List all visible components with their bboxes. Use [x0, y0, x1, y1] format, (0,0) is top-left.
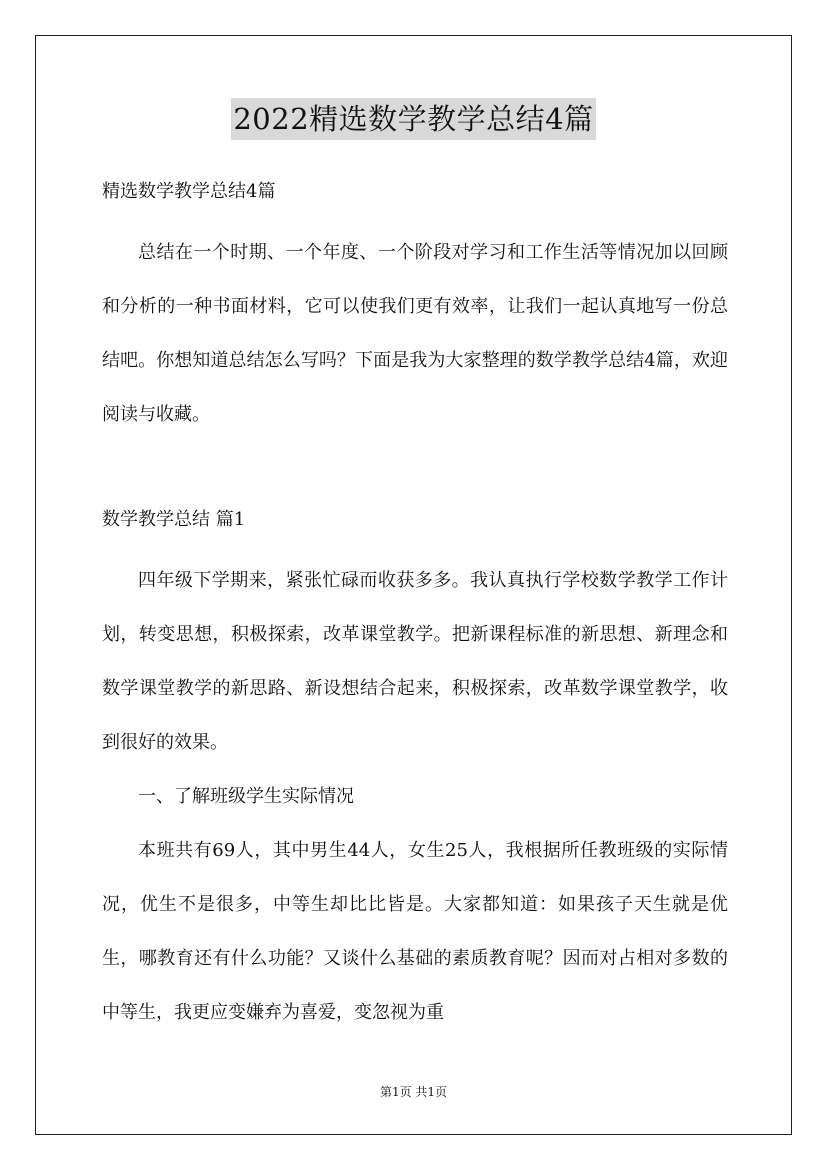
spacer — [102, 540, 728, 554]
spacer — [102, 442, 728, 500]
intro-paragraph: 总结在一个时期、一个年度、一个阶段对学习和工作生活等情况加以回顾和分析的一种书面材料，它可以使我们更有效率，让我们一起认真地写一份总结吧。你想知道总结怎么写吗？下面是我为大家整理的数学教学总结4篇，欢迎阅读与收藏。 — [102, 242, 728, 425]
spacer — [102, 212, 728, 226]
document-title: 2022精选数学教学总结4篇 — [231, 98, 595, 140]
page-footer: 第1页 共1页 — [379, 1085, 448, 1099]
section-paragraph: 本班共有69人，其中男生44人，女生25人，我根据所任教班级的实际情况，优生不是很多，中等生却比比皆是。大家都知道：如果孩子天生就是优生，哪教育还有什么功能？又谈什么基础的素质教育呢？因而对占相对多数的中等生，我更应变嫌弃为喜爱，变忽视为重 — [102, 840, 728, 1023]
section-paragraph: 四年级下学期来，紧张忙碌而收获多多。我认真执行学校数学教学工作计划，转变思想，积极探索，改革课堂教学。把新课程标准的新思想、新理念和数学课堂教学的新思路、新设想结合起来，积极探索，改革数学课堂教学，收到很好的效果。 — [102, 570, 728, 753]
section-subheading: 一、了解班级学生实际情况 — [138, 786, 354, 807]
document-subtitle: 精选数学教学总结4篇 — [102, 181, 276, 202]
title-container — [0, 98, 827, 140]
section-heading: 数学教学总结 篇1 — [102, 509, 246, 530]
document-body — [102, 172, 728, 1040]
